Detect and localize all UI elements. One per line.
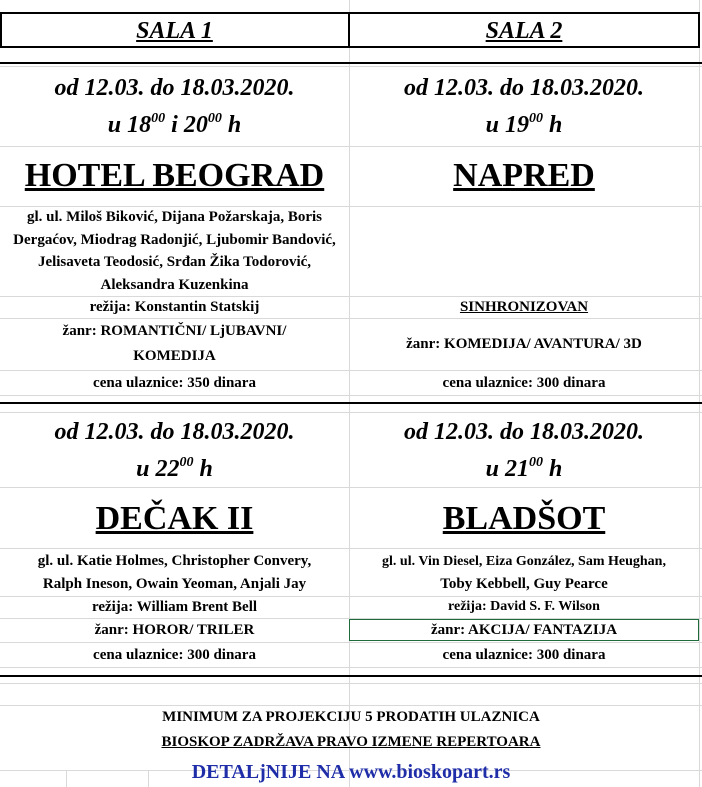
time-prefix: u bbox=[107, 112, 122, 138]
screening-dates: od 12.03. do 18.03.2020. bbox=[54, 419, 295, 445]
ticket-price: cena ulaznice: 300 dinara bbox=[442, 375, 606, 391]
screening-times bbox=[349, 452, 699, 486]
row-divider bbox=[0, 487, 702, 488]
row-divider bbox=[0, 395, 702, 396]
hall-2-header: SALA 2 bbox=[485, 18, 563, 44]
time-prefix: u bbox=[485, 112, 499, 138]
time-suffix: h bbox=[549, 112, 563, 138]
time-minute: 00 bbox=[179, 455, 194, 470]
row-divider bbox=[0, 66, 702, 67]
movie-genre: žanr: HOROR/ TRILER bbox=[94, 622, 255, 638]
time-minute: 00 bbox=[529, 455, 543, 470]
movie-note: SINHRONIZOVAN bbox=[459, 299, 589, 315]
time-minute: 00 bbox=[207, 111, 222, 126]
movie-director: režija: William Brent Bell bbox=[91, 599, 258, 615]
movie-cast: Ralph Ineson, Owain Yeoman, Anjali Jay bbox=[42, 576, 307, 592]
movie-title: DEČAK II bbox=[95, 500, 254, 537]
column-divider bbox=[699, 0, 700, 787]
screening-dates: od 12.03. do 18.03.2020. bbox=[404, 75, 644, 101]
row-divider bbox=[0, 667, 702, 668]
screening-times bbox=[0, 108, 349, 142]
movie-cast: gl. ul. Miloš Biković, Dijana Požarskaja, Boris Dergaćov, Miodrag Radonjić, Ljubomir Bandović, Jelisaveta Teodosić, Srđan Žika Todorović, Aleksandra Kuzenkina bbox=[13, 209, 336, 293]
footer-notice: MINIMUM ZA PROJEKCIJU 5 PRODATIH ULAZNICA bbox=[162, 709, 540, 725]
movie-cast: Toby Kebbell, Guy Pearce bbox=[440, 576, 608, 592]
movie-genre: žanr: KOMEDIJA/ AVANTURA/ 3D bbox=[406, 336, 642, 352]
time-minute: 00 bbox=[151, 111, 166, 126]
movie-title: HOTEL BEOGRAD bbox=[24, 157, 325, 194]
time-prefix: u bbox=[485, 456, 499, 482]
hall-1-header: SALA 1 bbox=[136, 18, 213, 44]
time-hour: 21 bbox=[505, 456, 529, 482]
border-line bbox=[0, 675, 702, 677]
movie-director: režija: Konstantin Statskij bbox=[89, 299, 260, 315]
movie-genre[interactable]: žanr: AKCIJA/ FANTAZIJA bbox=[430, 622, 618, 638]
border-line bbox=[0, 62, 702, 64]
border-line bbox=[0, 402, 702, 404]
website-link[interactable]: DETALjNIJE NA www.bioskopart.rs bbox=[191, 761, 511, 783]
screening-dates: od 12.03. do 18.03.2020. bbox=[404, 419, 644, 445]
time-suffix: h bbox=[227, 112, 242, 138]
movie-title: NAPRED bbox=[453, 157, 595, 194]
movie-cast: gl. ul. Katie Holmes, Christopher Convery, bbox=[37, 553, 312, 569]
movie-title: BLADŠOT bbox=[442, 500, 606, 537]
row-divider bbox=[0, 683, 702, 684]
time-hour: 18 bbox=[127, 112, 152, 138]
time-prefix: u bbox=[136, 456, 150, 482]
movie-cast: gl. ul. Vin Diesel, Eiza González, Sam Heughan, bbox=[382, 554, 666, 569]
time-suffix: h bbox=[549, 456, 563, 482]
movie-director: režija: David S. F. Wilson bbox=[448, 599, 600, 614]
ticket-price: cena ulaznice: 350 dinara bbox=[93, 375, 256, 391]
time-hour: 22 bbox=[155, 456, 180, 482]
row-divider bbox=[0, 548, 702, 549]
time-minute: 00 bbox=[529, 111, 543, 126]
movie-genre: žanr: ROMANTIČNI/ LjUBAVNI/ bbox=[62, 323, 287, 339]
footer-notice: BIOSKOP ZADRŽAVA PRAVO IZMENE REPERTOARA bbox=[161, 734, 541, 750]
movie-genre: KOMEDIJA bbox=[133, 348, 216, 364]
time-hour: 19 bbox=[505, 112, 529, 138]
screening-times bbox=[349, 108, 699, 142]
time-hour: 20 bbox=[183, 112, 208, 138]
ticket-price: cena ulaznice: 300 dinara bbox=[442, 647, 606, 663]
screening-dates: od 12.03. do 18.03.2020. bbox=[54, 75, 295, 101]
row-divider bbox=[0, 146, 702, 147]
time-suffix: h bbox=[199, 456, 213, 482]
screening-times bbox=[0, 452, 349, 486]
row-divider bbox=[0, 412, 702, 413]
ticket-price: cena ulaznice: 300 dinara bbox=[93, 647, 256, 663]
time-join: i bbox=[171, 112, 178, 138]
